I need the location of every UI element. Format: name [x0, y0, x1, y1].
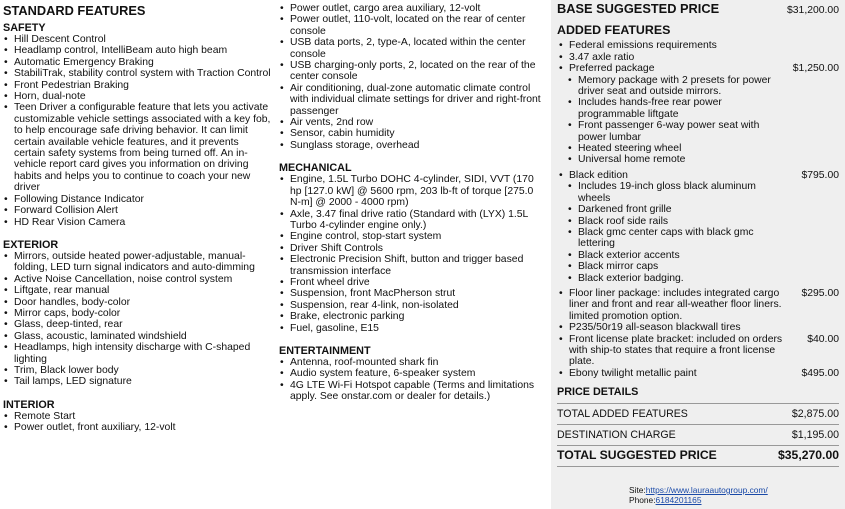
exterior-list [3, 251, 271, 388]
feature-item: • Automatic Emergency Braking [3, 57, 271, 68]
feature-item: • Remote Start [3, 411, 271, 422]
added-feature-subitem: • Includes 19-inch gloss black aluminum wheels [558, 181, 783, 204]
feature-item: • Glass, deep-tinted, rear [3, 319, 271, 330]
feature-item: • Electronic Precision Shift, button and trigger based transmission interface [279, 254, 547, 277]
entertainment-list [279, 357, 547, 403]
added-feature-label: • 3.47 axle ratio [558, 52, 783, 63]
feature-item: • Antenna, roof-mounted shark fin [279, 357, 547, 368]
added-feature-subitem: • Memory package with 2 presets for power driver seat and outside mirrors. [558, 75, 783, 98]
phone-label: Phone: [629, 495, 656, 505]
interior-list [3, 411, 271, 434]
feature-item: • Front Pedestrian Braking [3, 80, 271, 91]
feature-item: • Liftgate, rear manual [3, 285, 271, 296]
feature-item: • Engine, 1.5L Turbo DOHC 4-cylinder, SIDI, VVT (170 hp [127.0 kW] @ 5600 rpm, 203 lb-ft of torque [275.0 N-m] @ 2000 - 4000 rpm) [279, 174, 547, 208]
total-added-row [551, 408, 845, 420]
feature-item: • Fuel, gasoline, E15 [279, 323, 547, 334]
total-price-value: $35,270.00 [778, 447, 839, 462]
feature-item: • StabiliTrak, stability control system with Traction Control [3, 68, 271, 79]
added-feature-row [558, 52, 839, 63]
added-feature-label: • Preferred package [558, 63, 783, 74]
feature-item: • Sunglass storage, overhead [279, 140, 547, 151]
total-added-label: TOTAL ADDED FEATURES [557, 407, 688, 420]
pricing-panel [551, 0, 845, 509]
added-feature-subitem: • Front passenger 6-way power seat with power lumbar [558, 120, 783, 143]
standard-features-column-2 [279, 0, 547, 403]
base-price-row [551, 0, 845, 16]
added-feature-price: $495.00 [801, 367, 839, 379]
feature-item: • Power outlet, cargo area auxiliary, 12-volt [279, 3, 547, 14]
interior-heading: INTERIOR [3, 398, 55, 411]
feature-item: • Power outlet, front auxiliary, 12-volt [3, 422, 271, 433]
standard-features-column [3, 0, 271, 434]
added-feature-price [791, 40, 839, 51]
added-feature-row [558, 334, 839, 368]
feature-item: • Engine control, stop-start system [279, 231, 547, 242]
safety-heading: SAFETY [3, 22, 46, 34]
added-feature-label: • P235/50r19 all-season blackwall tires [558, 322, 783, 333]
feature-item: • Air vents, 2nd row [279, 117, 547, 128]
added-feature-label: • Front license plate bracket: included on orders with ship-to states that require a front license plate. [558, 334, 783, 368]
feature-item: • Brake, electronic parking [279, 311, 547, 322]
feature-item: • USB charging-only ports, 2, located on the rear of the center console [279, 60, 547, 83]
feature-item: • Headlamp control, IntelliBeam auto high beam [3, 45, 271, 56]
added-feature-label: • Black edition [558, 170, 783, 181]
feature-item: • Horn, dual-note [3, 91, 271, 102]
added-feature-row [558, 40, 839, 51]
feature-item: • Glass, acoustic, laminated windshield [3, 331, 271, 342]
dealer-contact [629, 485, 768, 505]
added-feature-row [558, 170, 839, 284]
added-feature-subitem: • Black gmc center caps with black gmc lettering [558, 227, 783, 250]
feature-item: • Power outlet, 110-volt, located on the rear of center console [279, 14, 547, 37]
added-feature-subitem: • Includes hands-free rear power programmable liftgate [558, 97, 783, 120]
feature-item: • Axle, 3.47 final drive ratio (Standard with (LYX) 1.5L Turbo 4-cylinder engine only.) [279, 209, 547, 232]
added-feature-price [791, 322, 839, 333]
feature-item: • 4G LTE Wi-Fi Hotspot capable (Terms and limitations apply. See onstar.com or dealer for details.) [279, 380, 547, 403]
added-feature-subitem: • Black exterior accents [558, 250, 783, 261]
total-price-label: TOTAL SUGGESTED PRICE [557, 447, 717, 462]
destination-value: $1,195.00 [791, 428, 839, 441]
added-feature-row [558, 368, 839, 379]
exterior-heading: EXTERIOR [3, 238, 59, 251]
feature-item: • Front wheel drive [279, 277, 547, 288]
added-feature-subitem: • Heated steering wheel [558, 143, 783, 154]
added-feature-label: • Floor liner package: includes integrated cargo liner and front and rear all-weather floor liners. limited promotion option. [558, 288, 783, 322]
feature-item: • Following Distance Indicator [3, 194, 271, 205]
feature-item: • Trim, Black lower body [3, 365, 271, 376]
mechanical-list [279, 174, 547, 334]
feature-item: • Driver Shift Controls [279, 243, 547, 254]
feature-item: • Teen Driver a configurable feature that lets you activate customizable vehicle settings associated with a key fob, to help encourage safe driving behavior. It can limit certain available vehicle features, and it prevents certain safety systems from being turned off. An in-vehicle report card gives you information on driving habits and helps you to continue to coach your new driver [3, 102, 271, 193]
feature-item: • Headlamps, high intensity discharge with C-shaped lighting [3, 342, 271, 365]
site-label: Site: [629, 485, 646, 495]
feature-item: • Audio system feature, 6-speaker system [279, 368, 547, 379]
added-feature-row [558, 322, 839, 333]
feature-item: • Hill Descent Control [3, 34, 271, 45]
added-feature-label: • Federal emissions requirements [558, 40, 783, 51]
added-feature-price: $795.00 [801, 169, 839, 181]
feature-item: • Tail lamps, LED signature [3, 376, 271, 387]
added-feature-subitem: • Black exterior badging. [558, 273, 783, 284]
base-price-value: $31,200.00 [786, 5, 839, 16]
added-feature-subitem: • Black mirror caps [558, 261, 783, 272]
feature-item: • Forward Collision Alert [3, 205, 271, 216]
added-feature-price [791, 52, 839, 63]
feature-item: • Mirror caps, body-color [3, 308, 271, 319]
feature-item: • Door handles, body-color [3, 297, 271, 308]
entertainment-heading: ENTERTAINMENT [279, 344, 371, 357]
added-feature-label: • Ebony twilight metallic paint [558, 368, 783, 379]
added-feature-price: $40.00 [807, 333, 839, 345]
standard-features-title: STANDARD FEATURES [3, 3, 146, 18]
added-feature-price: $1,250.00 [792, 63, 839, 75]
safety-list [3, 34, 271, 228]
total-added-value: $2,875.00 [791, 407, 839, 420]
added-features-title: ADDED FEATURES [557, 23, 671, 38]
phone-link[interactable]: 6184201165 [655, 495, 702, 505]
price-details-title: PRICE DETAILS [557, 386, 639, 399]
added-feature-row [558, 288, 839, 322]
feature-item: • Suspension, front MacPherson strut [279, 288, 547, 299]
added-feature-row [558, 63, 839, 166]
feature-item: • USB data ports, 2, type-A, located within the center console [279, 37, 547, 60]
feature-item: • HD Rear Vision Camera [3, 217, 271, 228]
feature-item: • Air conditioning, dual-zone automatic climate control with individual climate settings for driver and right-front passenger [279, 83, 547, 117]
feature-item: • Mirrors, outside heated power-adjustable, manual-folding, LED turn signal indicators and auto-dimming [3, 251, 271, 274]
added-feature-subitem: • Darkened front grille [558, 204, 783, 215]
base-price-label: BASE SUGGESTED PRICE [557, 1, 720, 16]
feature-item: • Active Noise Cancellation, noise control system [3, 274, 271, 285]
feature-item: • Sensor, cabin humidity [279, 128, 547, 139]
added-feature-price: $295.00 [801, 287, 839, 299]
destination-row [551, 429, 845, 441]
interior-list-continued [279, 3, 547, 151]
destination-label: DESTINATION CHARGE [557, 428, 676, 441]
added-features-list [551, 40, 845, 379]
mechanical-heading: MECHANICAL [279, 162, 352, 175]
feature-item: • Suspension, rear 4-link, non-isolated [279, 300, 547, 311]
added-feature-subitem: • Black roof side rails [558, 216, 783, 227]
added-feature-subitem: • Universal home remote [558, 154, 783, 165]
total-price-row [551, 447, 845, 462]
site-link[interactable]: https://www.lauraautogroup.com/ [645, 485, 768, 495]
